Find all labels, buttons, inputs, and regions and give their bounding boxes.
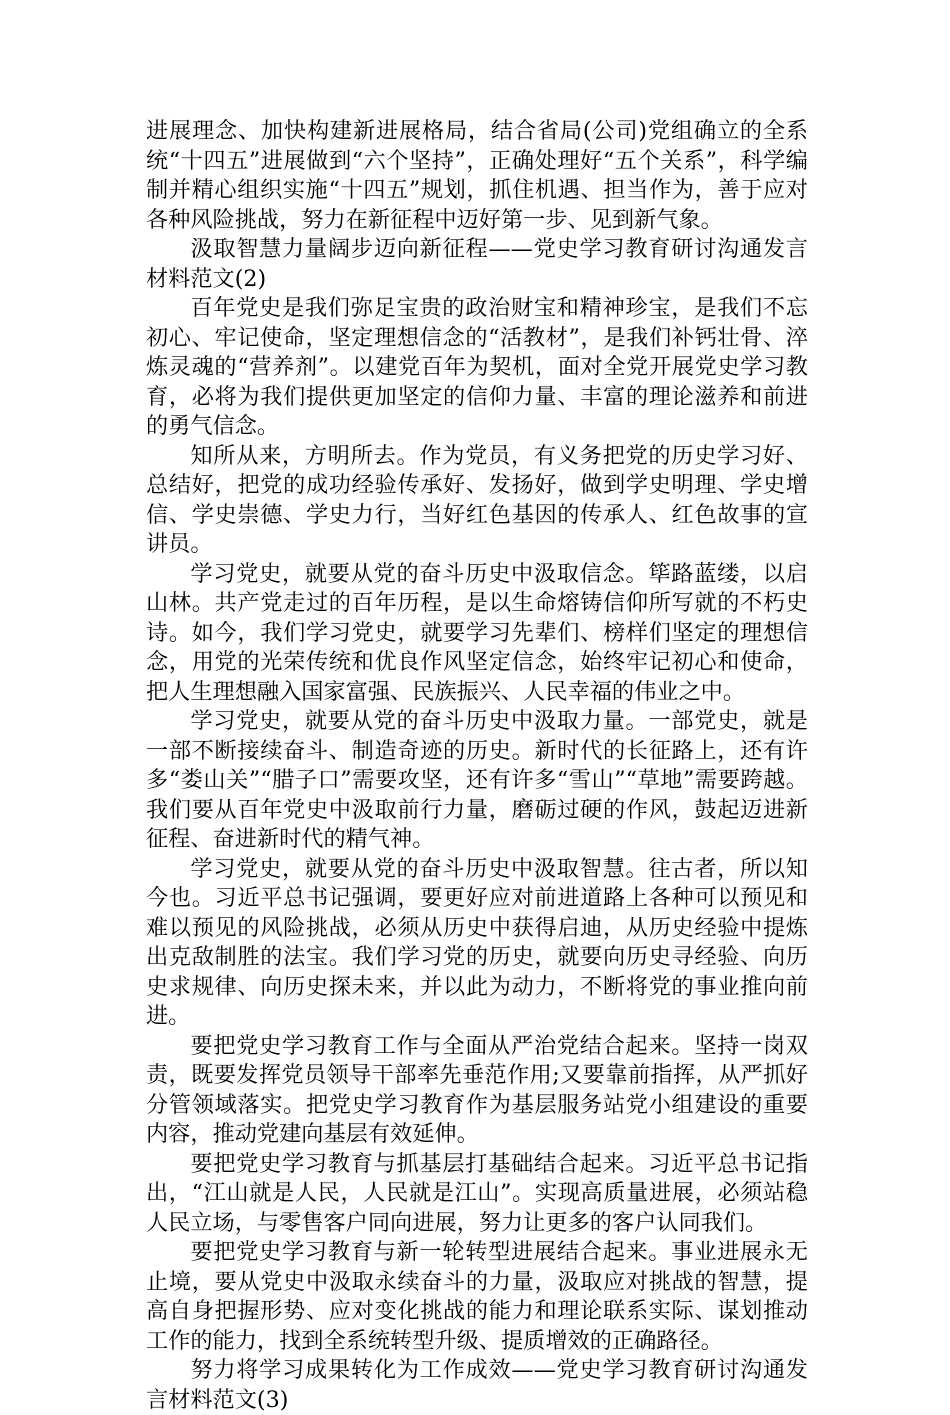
paragraph: 学习党史，就要从党的奋斗历史中汲取力量。一部党史，就是一部不断接续奋斗、制造奇迹的历史。新时代的长征路上，还有许多“娄山关”“腊子口”需要攻坚，还有许多“雪山”“草地”需要跨越。我们要从百年党史中汲取前行力量，磨砺过硬的作风，鼓起迈进新征程、奋进新时代的精气神。 xyxy=(146,708,808,852)
document-page xyxy=(146,117,808,1415)
paragraph-continuation: 进展理念、加快构建新进展格局，结合省局(公司)党组确立的全系统“十四五”进展做到“六个坚持”，正确处理好“五个关系”，科学编制并精心组织实施“十四五”规划，抓住机遇、担当作为，善于应对各种风险挑战，努力在新征程中迈好第一步、见到新气象。 xyxy=(146,118,808,233)
paragraph: 百年党史是我们弥足宝贵的政治财宝和精神珍宝，是我们不忘初心、牢记使命，坚定理想信念的“活教材”，是我们补钙壮骨、淬炼灵魂的“营养剂”。以建党百年为契机，面对全党开展党史学习教育，必将为我们提供更加坚定的信仰力量、丰富的理论滋养和前进的勇气信念。 xyxy=(146,295,808,439)
section-heading-2: 汲取智慧力量阔步迈向新征程——党史学习教育研讨沟通发言材料范文(2) xyxy=(146,236,808,292)
paragraph: 学习党史，就要从党的奋斗历史中汲取智慧。往古者，所以知今也。习近平总书记强调，要更好应对前进道路上各种可以预见和难以预见的风险挑战，必须从历史中获得启迪，从历史经验中提炼出克敌制胜的法宝。我们学习党的历史，就要向历史寻经验、向历史求规律、向历史探未来，并以此为动力，不断将党的事业推向前进。 xyxy=(146,855,808,1029)
paragraph: 知所从来，方明所去。作为党员，有义务把党的历史学习好、总结好，把党的成功经验传承好、发扬好，做到学史明理、学史增信、学史崇德、学史力行，当好红色基因的传承人、红色故事的宣讲员。 xyxy=(146,442,808,557)
paragraph: 学习党史，就要从党的奋斗历史中汲取信念。筚路蓝缕，以启山林。共产党走过的百年历程，是以生命熔铸信仰所写就的不朽史诗。如今，我们学习党史，就要学习先辈们、榜样们坚定的理想信念，用党的光荣传统和优良作风坚定信念，始终牢记初心和使命，把人生理想融入国家富强、民族振兴、人民幸福的伟业之中。 xyxy=(146,560,808,705)
paragraph: 要把党史学习教育工作与全面从严治党结合起来。坚持一岗双责，既要发挥党员领导干部率先垂范作用;又要靠前指挥，从严抓好分管领域落实。把党史学习教育作为基层服务站党小组建设的重要内容，推动党建向基层有效延伸。 xyxy=(146,1032,808,1147)
paragraph: 要把党史学习教育与新一轮转型进展结合起来。事业进展永无止境，要从党史中汲取永续奋斗的力量，汲取应对挑战的智慧，提高自身把握形势、应对变化挑战的能力和理论联系实际、谋划推动工作的能力，找到全系统转型升级、提质增效的正确路径。 xyxy=(146,1239,808,1354)
paragraph: 要把党史学习教育与抓基层打基础结合起来。习近平总书记指出，“江山就是人民，人民就是江山”。实现高质量进展，必须站稳人民立场，与零售客户同向进展，努力让更多的客户认同我们。 xyxy=(146,1150,808,1236)
section-heading-3: 努力将学习成果转化为工作成效——党史学习教育研讨沟通发言材料范文(3) xyxy=(146,1357,808,1413)
